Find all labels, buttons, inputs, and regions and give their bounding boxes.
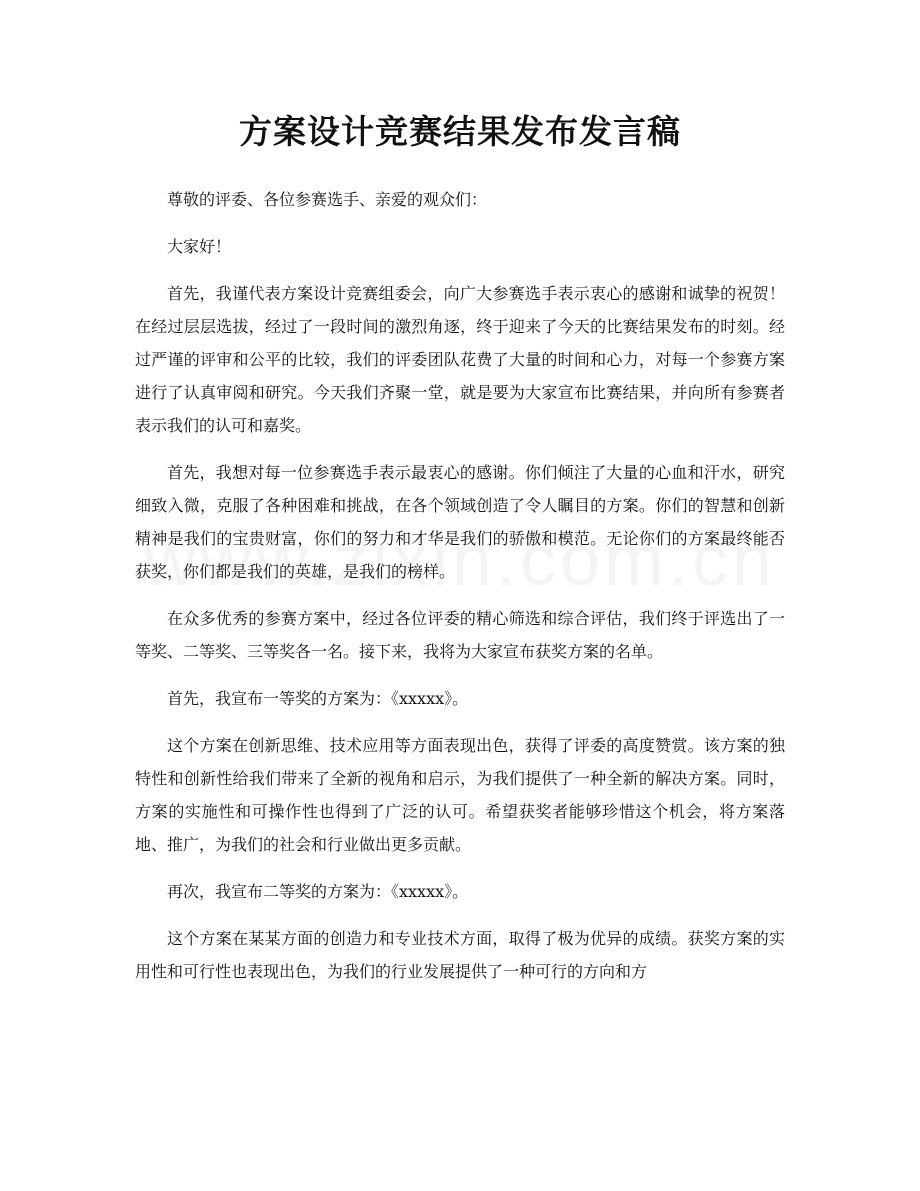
paragraph-thanks: 首先，我想对每一位参赛选手表示最衷心的感谢。你们倾注了大量的心血和汗水，研究细致入微，克服了各种困难和挑战，在各个领域创造了令人瞩目的方案。你们的智慧和创新精神是我们的宝贵财富，你们的努力和才华是我们的骄傲和模范。无论你们的方案最终能否获奖，你们都是我们的英雄，是我们的榜样。 [135, 463, 785, 581]
paragraph-second-prize-detail: 这个方案在某某方面的创造力和专业技术方面，取得了极为优异的成绩。获奖方案的实用性和可行性也表现出色，为我们的行业发展提供了一种可行的方向和方 [135, 929, 785, 981]
paragraph-opening: 首先，我谨代表方案设计竞赛组委会，向广大参赛选手表示衷心的感谢和诚挚的祝贺！在经过层层选拔，经过了一段时间的激烈角逐，终于迎来了今天的比赛结果发布的时刻。经过严谨的评审和公平的比较，我们的评委团队花费了大量的时间和心力，对每一个参赛方案进行了认真审阅和研究。今天我们齐聚一堂，就是要为大家宣布比赛结果，并向所有参赛者表示我们的认可和嘉奖。 [135, 284, 785, 435]
paragraph-first-prize: 首先，我宣布一等奖的方案为：《xxxxx》。 [167, 689, 469, 708]
paragraph-first-prize-detail: 这个方案在创新思维、技术应用等方面表现出色，获得了评委的高度赞赏。该方案的独特性和创新性给我们带来了全新的视角和启示，为我们提供了一种全新的解决方案。同时，方案的实施性和可操作性也得到了广泛的认可。希望获奖者能够珍惜这个机会，将方案落地、推广，为我们的社会和行业做出更多贡献。 [135, 736, 785, 854]
paragraph-selection: 在众多优秀的参赛方案中，经过各位评委的精心筛选和综合评估，我们终于评选出了一等奖、二等奖、三等奖各一名。接下来，我将为大家宣布获奖方案的名单。 [135, 609, 785, 661]
paragraph-greeting: 大家好！ [167, 237, 232, 256]
document-title: 方案设计竞赛结果发布发言稿 [239, 112, 681, 151]
document-body [135, 183, 785, 1002]
paragraph-second-prize: 再次，我宣布二等奖的方案为：《xxxxx》。 [167, 882, 469, 901]
paragraph-salutation: 尊敬的评委、各位参赛选手、亲爱的观众们： [167, 190, 488, 209]
